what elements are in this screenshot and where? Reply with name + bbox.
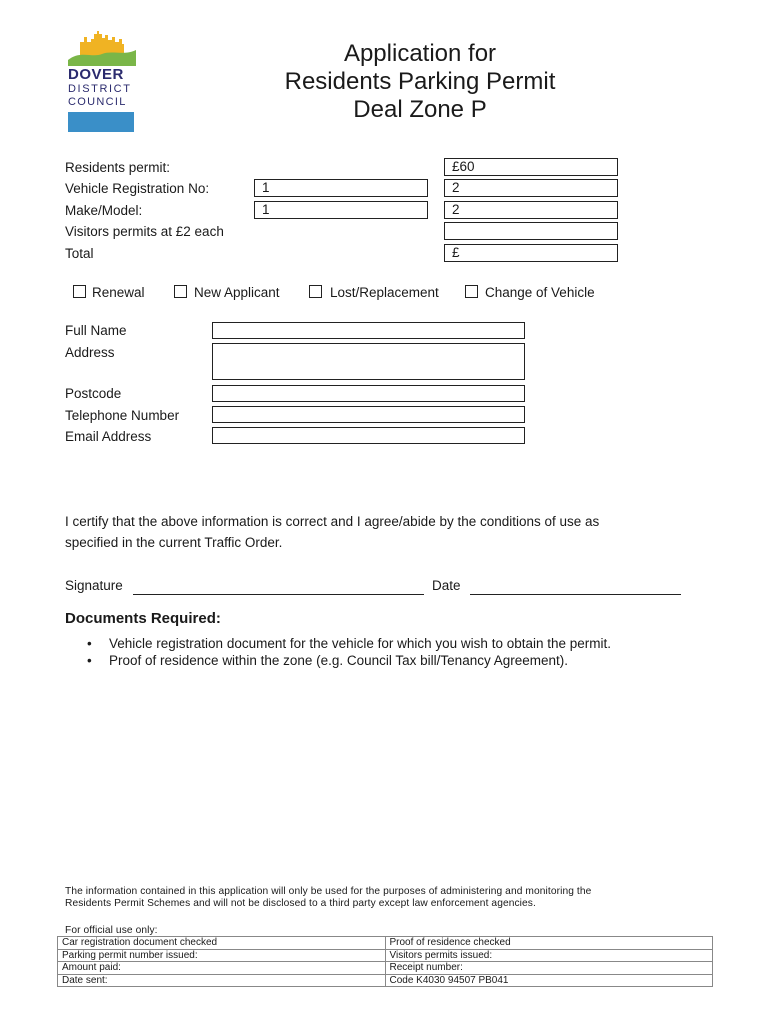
bullet-icon: • <box>87 653 92 668</box>
signature-line[interactable] <box>133 593 424 595</box>
title-line-1: Application for <box>343 40 497 67</box>
telephone-label: Telephone Number <box>65 408 180 423</box>
castle-hills-emblem-icon <box>66 28 138 66</box>
vehicle-registration-label: Vehicle Registration No: <box>65 181 210 196</box>
lost-replacement-checkbox[interactable] <box>309 285 322 298</box>
table-cell: Parking permit number issued: <box>58 949 386 962</box>
make-model-field-2[interactable]: 2 <box>444 201 618 219</box>
address-label: Address <box>65 345 115 360</box>
address-field[interactable] <box>212 343 525 380</box>
renewal-label: Renewal <box>92 285 145 300</box>
new-applicant-checkbox[interactable] <box>174 285 187 298</box>
residents-permit-field[interactable]: £60 <box>444 158 618 176</box>
table-cell: Proof of residence checked <box>385 937 713 950</box>
renewal-checkbox[interactable] <box>73 285 86 298</box>
table-cell: Amount paid: <box>58 962 386 975</box>
table-cell: Car registration document checked <box>58 937 386 950</box>
official-use-table <box>57 936 713 987</box>
council-logo <box>66 28 138 134</box>
total-field[interactable]: £ <box>444 244 618 262</box>
new-applicant-label: New Applicant <box>194 285 280 300</box>
logo-text-dover: DOVER <box>68 66 124 83</box>
visitors-permits-label: Visitors permits at £2 each <box>65 224 224 239</box>
certify-line-2: specified in the current Traffic Order. <box>65 535 283 550</box>
document-item-2: Proof of residence within the zone (e.g. Council Tax bill/Tenancy Agreement). <box>109 653 568 668</box>
table-cell: Visitors permits issued: <box>385 949 713 962</box>
table-row <box>58 949 713 962</box>
lost-replacement-label: Lost/Replacement <box>330 285 439 300</box>
official-use-heading: For official use only: <box>65 925 158 936</box>
date-label: Date <box>432 578 461 593</box>
make-model-field-1[interactable]: 1 <box>254 201 428 219</box>
vehicle-registration-field-1[interactable]: 1 <box>254 179 428 197</box>
telephone-field[interactable] <box>212 406 525 423</box>
vehicle-registration-field-2[interactable]: 2 <box>444 179 618 197</box>
full-name-label: Full Name <box>65 323 127 338</box>
postcode-field[interactable] <box>212 385 525 402</box>
signature-label: Signature <box>65 578 123 593</box>
logo-water <box>68 112 134 132</box>
table-cell: Date sent: <box>58 974 386 987</box>
email-label: Email Address <box>65 429 152 444</box>
table-row <box>58 937 713 950</box>
make-model-label: Make/Model: <box>65 203 143 218</box>
postcode-label: Postcode <box>65 386 122 401</box>
change-of-vehicle-checkbox[interactable] <box>465 285 478 298</box>
document-item-1: Vehicle registration document for the vehicle for which you wish to obtain the permit. <box>109 636 612 651</box>
visitors-permits-field[interactable] <box>444 222 618 240</box>
privacy-line-2: Residents Permit Schemes and will not be disclosed to a third party except law enforcement agencies. <box>65 898 536 909</box>
table-row <box>58 974 713 987</box>
table-cell: Code K4030 94507 PB041 <box>385 974 713 987</box>
title-line-2: Residents Parking Permit <box>284 68 556 95</box>
privacy-line-1: The information contained in this application will only be used for the purposes of administering and monitoring the <box>65 886 592 897</box>
residents-permit-label: Residents permit: <box>65 160 171 175</box>
full-name-field[interactable] <box>212 322 525 339</box>
bullet-icon: • <box>87 636 92 651</box>
logo-text-district: DISTRICT <box>68 83 132 95</box>
table-row <box>58 962 713 975</box>
total-label: Total <box>65 246 94 261</box>
logo-text-council: COUNCIL <box>68 96 127 108</box>
date-line[interactable] <box>470 593 681 595</box>
certify-line-1: I certify that the above information is correct and I agree/abide by the conditions of use as <box>65 514 600 529</box>
change-of-vehicle-label: Change of Vehicle <box>485 285 595 300</box>
email-field[interactable] <box>212 427 525 444</box>
title-line-3: Deal Zone P <box>353 96 487 123</box>
documents-heading: Documents Required: <box>65 610 221 627</box>
table-cell: Receipt number: <box>385 962 713 975</box>
